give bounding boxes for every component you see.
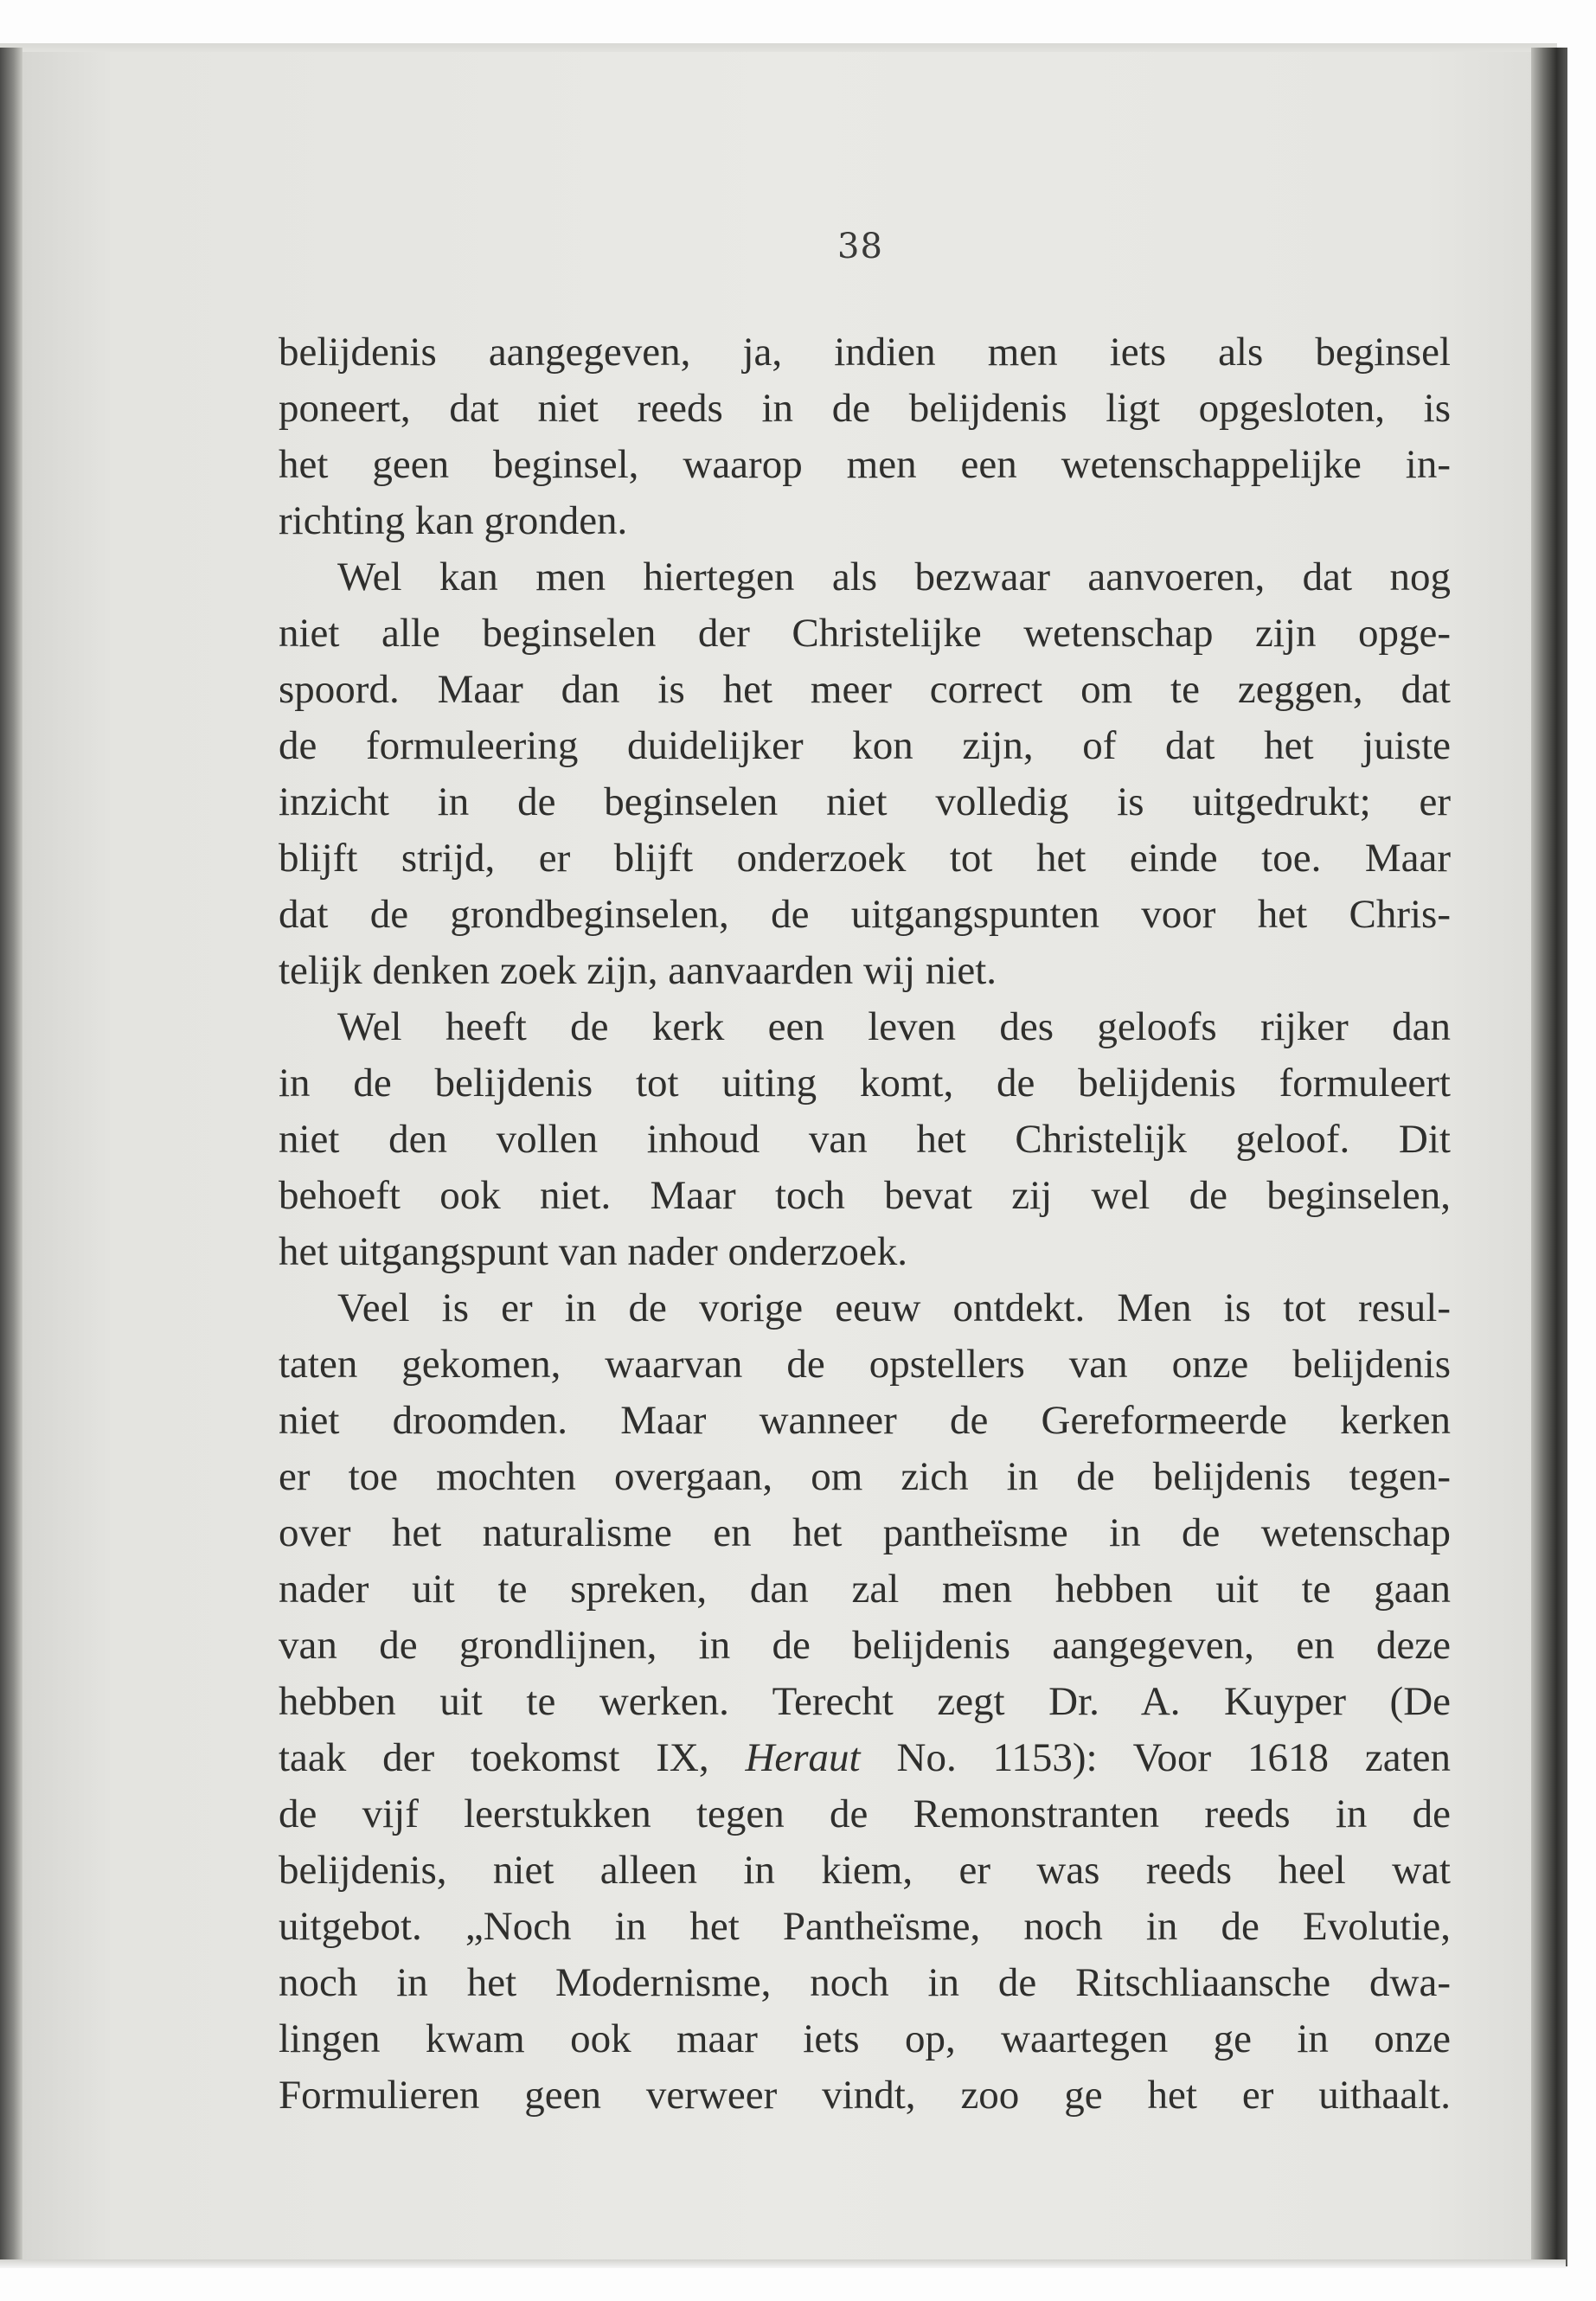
text-segment: taak der toekomst IX, xyxy=(279,1735,746,1780)
body-text xyxy=(279,324,1451,2124)
text-line: blijft strijd, er blijft onderzoek tot het einde toe. Maar xyxy=(279,836,1451,881)
text-line: lingen kwam ook maar iets op, waartegen ge in onze xyxy=(279,2016,1451,2061)
page-bottom-shadow xyxy=(0,2259,1566,2268)
text-line: er toe mochten overgaan, om zich in de belijdenis tegen- xyxy=(279,1454,1451,1499)
text-line: het uitgangspunt van nader onderzoek. xyxy=(279,1229,907,1274)
scan-left-edge xyxy=(0,48,22,2266)
text-line: inzicht in de beginselen niet volledig is uitgedrukt; er xyxy=(279,779,1451,824)
text-line: het geen beginsel, waarop men een wetenschappelijke in- xyxy=(279,442,1451,487)
text-line: behoeft ook niet. Maar toch bevat zij wel de beginselen, xyxy=(279,1173,1451,1218)
text-line: belijdenis aangegeven, ja, indien men iets als beginsel xyxy=(279,330,1451,375)
text-line: Wel heeft de kerk een leven des geloofs rijker dan xyxy=(337,1004,1451,1049)
text-line: taten gekomen, waarvan de opstellers van onze belijdenis xyxy=(279,1342,1451,1387)
text-line: dat de grondbeginselen, de uitgangspunten voor het Chris- xyxy=(279,892,1451,937)
text-line: noch in het Modernisme, noch in de Ritschliaansche dwa- xyxy=(279,1960,1451,2005)
text-line: de vijf leerstukken tegen de Remonstranten reeds in de xyxy=(279,1791,1451,1836)
book-spine xyxy=(1531,48,1567,2266)
text-segment: No. 1153): Voor 1618 zaten xyxy=(860,1735,1451,1780)
text-line: niet den vollen inhoud van het Christelijk geloof. Dit xyxy=(279,1117,1451,1162)
text-line: belijdenis, niet alleen in kiem, er was reeds heel wat xyxy=(279,1848,1451,1893)
text-line: niet droomden. Maar wanneer de Gereformeerde kerken xyxy=(279,1398,1451,1443)
text-line: uitgebot. „Noch in het Pantheïsme, noch in de Evolutie, xyxy=(279,1904,1451,1949)
page-number: 38 xyxy=(837,227,883,266)
text-line: nader uit te spreken, dan zal men hebben uit te gaan xyxy=(279,1567,1451,1612)
text-line: richting kan gronden. xyxy=(279,498,628,543)
text-line: de formuleering duidelijker kon zijn, of dat het juiste xyxy=(279,723,1451,768)
text-line: telijk denken zoek zijn, aanvaarden wij niet. xyxy=(279,948,997,993)
text-line: Veel is er in de vorige eeuw ontdekt. Men is tot resul- xyxy=(337,1285,1451,1330)
text-line: in de belijdenis tot uiting komt, de belijdenis formuleert xyxy=(279,1061,1451,1106)
text-line: Wel kan men hiertegen als bezwaar aanvoeren, dat nog xyxy=(337,554,1451,599)
text-line: poneert, dat niet reeds in de belijdenis ligt opgesloten, is xyxy=(279,386,1451,431)
italic-title: Heraut xyxy=(745,1735,861,1780)
text-line: niet alle beginselen der Christelijke wetenschap zijn opge- xyxy=(279,611,1451,656)
text-line: hebben uit te werken. Terecht zegt Dr. A. Kuyper (De xyxy=(279,1679,1451,1724)
text-line: Formulieren geen verweer vindt, zoo ge het er uithaalt. xyxy=(279,2073,1451,2118)
text-line: over het naturalisme en het pantheïsme in de wetenschap xyxy=(279,1510,1451,1555)
text-line: spoord. Maar dan is het meer correct om te zeggen, dat xyxy=(279,667,1451,712)
text-line: van de grondlijnen, in de belijdenis aangegeven, en deze xyxy=(279,1623,1451,1668)
text-line xyxy=(279,1730,1451,1786)
